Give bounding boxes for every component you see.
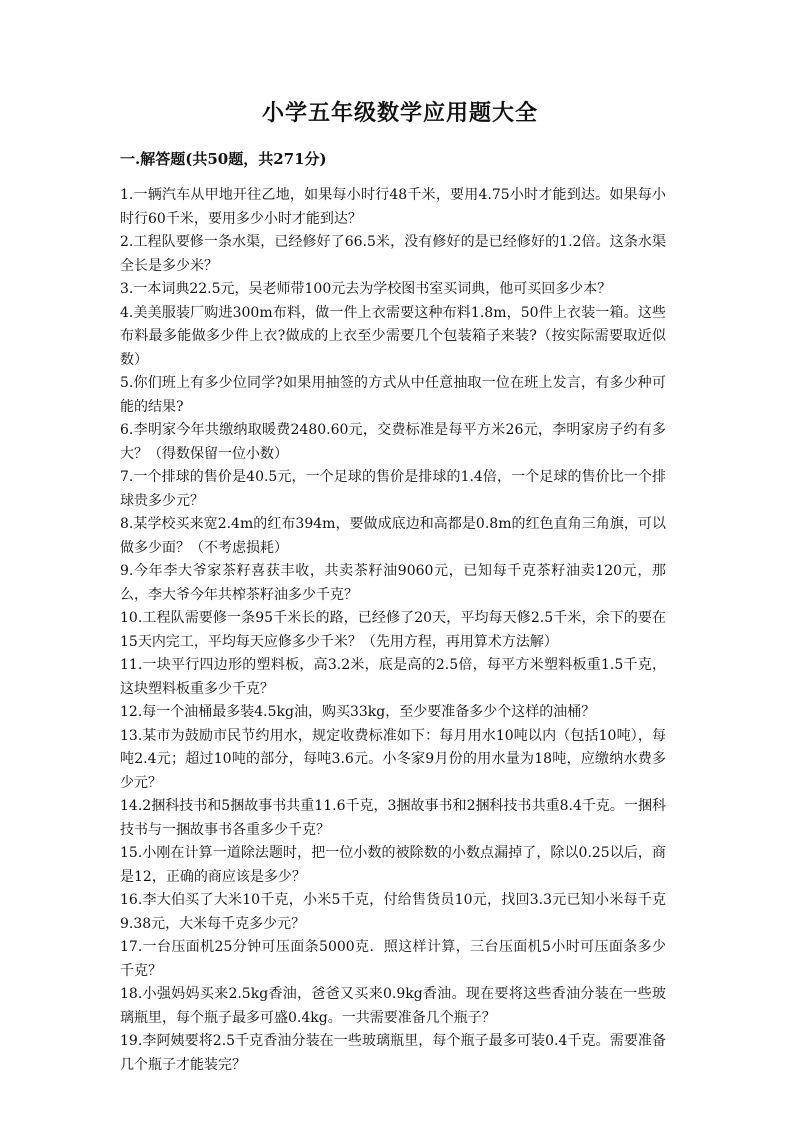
question-item: 9.今年李大爷家茶籽喜获丰收，共卖茶籽油9060元，已知每千克茶籽油卖120元，那么，李大爷今年共榨茶籽油多少千克？ [120,563,666,603]
question-item: 1.一辆汽车从甲地开往乙地，如果每小时行48千米，要用4.75小时才能到达。如果每小时行60千米，要用多少小时才能到达？ [120,187,666,227]
question-item: 11.一块平行四边形的塑料板，高3.2米，底是高的2.5倍，每平方米塑料板重1.5千克，这块塑料板重多少千克？ [120,657,666,697]
question-item: 12.每一个油桶最多装4.5kg油，购买33kg，至少要准备多少个这样的油桶？ [120,704,596,720]
question-item: 8.某学校买来宽2.4m的红布394m，要做成底边和高都是0.8m的红色直角三角旗，可以做多少面？（不考虑损耗） [120,516,666,556]
question-item: 13.某市为鼓励市民节约用水，规定收费标准如下：每月用水10吨以内（包括10吨），每吨2.4元；超过10吨的部分，每吨3.6元。小冬家9月份的用水量为18吨，应缴纳水费多少元？ [120,727,666,791]
question-item: 3.一本词典22.5元，吴老师带100元去为学校图书室买词典，他可买回多少本？ [120,281,612,297]
section-heading: 一.解答题(共50题，共271分) [120,150,327,168]
page-title: 小学五年级数学应用题大全 [261,100,538,126]
question-item: 17.一台压面机25分钟可压面条5000克．照这样计算，三台压面机5小时可压面条多少千克？ [120,939,666,979]
question-item: 6.李明家今年共缴纳取暖费2480.60元，交费标准是每平方米26元，李明家房子约有多大？（得数保留一位小数） [120,422,666,462]
question-item: 14.2捆科技书和5捆故事书共重11.6千克，3捆故事书和2捆科技书共重8.4千克。一捆科技书与一捆故事书各重多少千克？ [120,798,666,838]
question-item: 18.小强妈妈买来2.5kg香油，爸爸又买来0.9kg香油。现在要将这些香油分装在一些玻璃瓶里，每个瓶子最多可盛0.4kg。一共需要准备几个瓶子？ [120,986,666,1026]
question-item: 2.工程队要修一条水渠，已经修好了66.5米，没有修好的是已经修好的1.2倍。这条水渠全长是多少米？ [120,234,666,274]
question-item: 5.你们班上有多少位同学?如果用抽签的方式从中任意抽取一位在班上发言，有多少种可能的结果? [120,375,666,415]
question-item: 4.美美服装厂购进300m布料，做一件上衣需要这种布料1.8m，50件上衣装一箱。这些布料最多能做多少件上衣?做成的上衣至少需要几个包装箱子来装?（按实际需要取近似数） [120,304,666,368]
question-item: 10.工程队需要修一条95千米长的路，已经修了20天，平均每天修2.5千米，余下的要在15天内完工，平均每天应修多少千米？（先用方程，再用算术方法解） [120,610,666,650]
question-item: 7.一个排球的售价是40.5元，一个足球的售价是排球的1.4倍，一个足球的售价比一个排球贵多少元？ [120,469,666,509]
question-item: 16.李大伯买了大米10千克，小米5千克，付给售货员10元，找回3.3元已知小米每千克9.38元，大米每千克多少元？ [120,892,666,932]
question-item: 19.李阿姨要将2.5千克香油分装在一些玻璃瓶里，每个瓶子最多可装0.4千克。需要准备几个瓶子才能装完？ [120,1033,666,1073]
question-item: 15.小刚在计算一道除法题时，把一位小数的被除数的小数点漏掉了，除以0.25以后，商是12，正确的商应该是多少？ [120,845,666,885]
question-list [120,184,666,1077]
